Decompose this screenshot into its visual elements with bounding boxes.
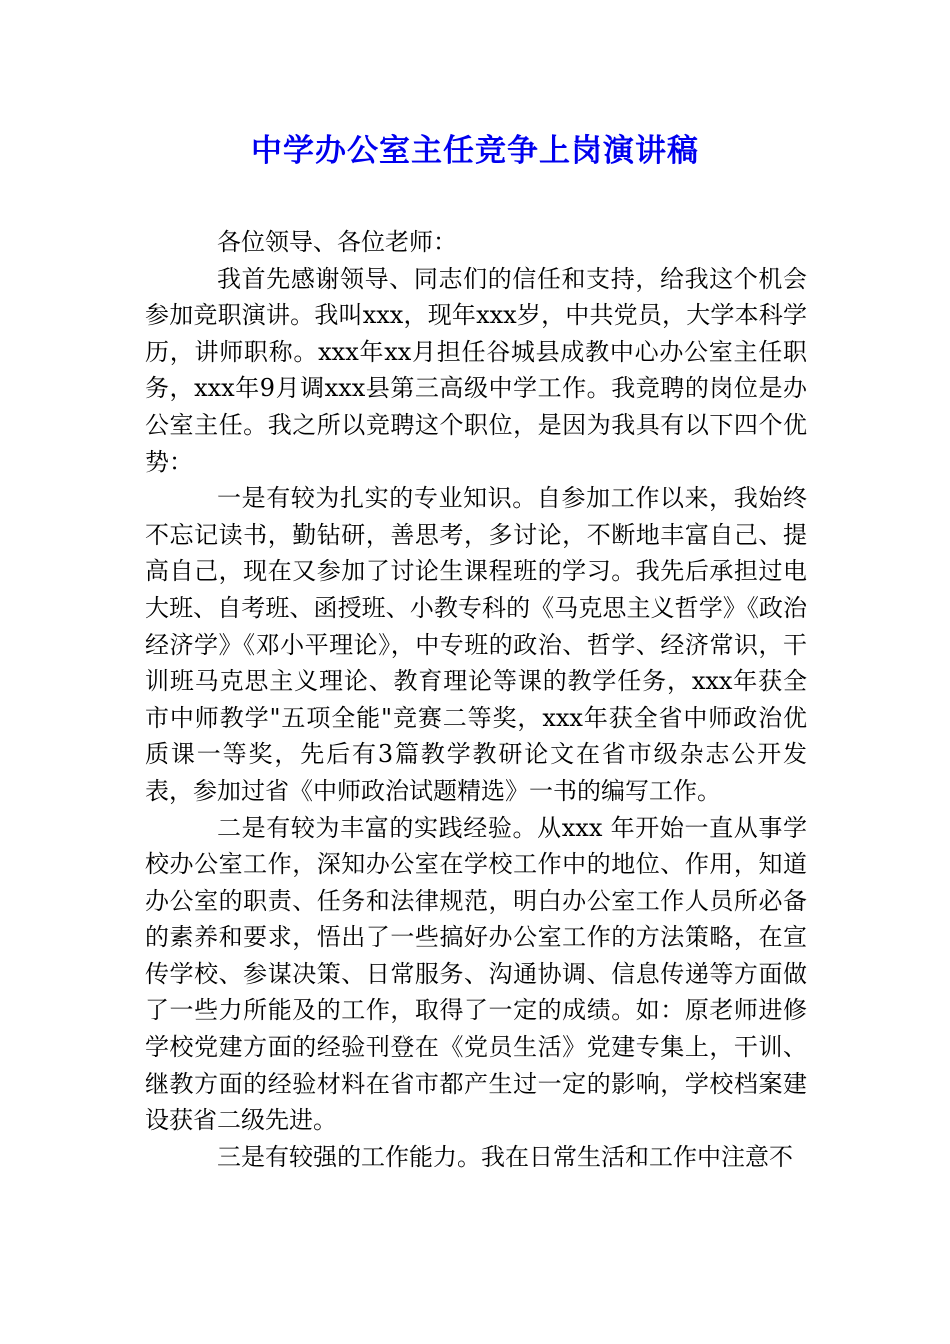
advantage-two-paragraph: 二是有较为丰富的实践经验。从xxx 年开始一直从事学校办公室工作，深知办公室在学校工作中的地位、作用，知道办公室的职责、任务和法律规范，明白办公室工作人员所必备的素养和要求，悟出了一些搞好办公室工作的方法策略，在宣传学校、参谋决策、日常服务、沟通协调、信息传递等方面做了一些力所能及的工作，取得了一定的成绩。如：原老师进修学校党建方面的经验刊登在《党员生活》党建专集上，干训、继教方面的经验材料在省市都产生过一定的影响，学校档案建设获省二级先进。 bbox=[145, 813, 807, 1135]
document-title: 中学办公室主任竞争上岗演讲稿 bbox=[251, 133, 699, 169]
advantage-one-paragraph: 一是有较为扎实的专业知识。自参加工作以来，我始终不忘记读书，勤钻研，善思考，多讨论，不断地丰富自己、提高自己，现在又参加了讨论生课程班的学习。我先后承担过电大班、自考班、函授班、小教专科的《马克思主义哲学》《政治经济学》《邓小平理论》，中专班的政治、哲学、经济常识，干训班马克思主义理论、教育理论等课的教学任务，xxx年获全市中师教学"五项全能"竞赛二等奖，xxx年获全省中师政治优质课一等奖，先后有3篇教学教研论文在省市级杂志公开发表，参加过省《中师政治试题精选》一书的编写工作。 bbox=[145, 484, 807, 805]
advantage-three-paragraph: 三是有较强的工作能力。我在日常生活和工作中注意不 bbox=[217, 1142, 793, 1171]
salutation-paragraph: 各位领导、各位老师： bbox=[217, 228, 457, 256]
document-body bbox=[145, 224, 807, 1175]
intro-paragraph: 我首先感谢领导、同志们的信任和支持，给我这个机会参加竞职演讲。我叫xxx，现年xxx岁，中共党员，大学本科学历，讲师职称。xxx年xx月担任谷城县成教中心办公室主任职务，xxx年9月调xxx县第三高级中学工作。我竞聘的岗位是办公室主任。我之所以竞聘这个职位，是因为我具有以下四个优势： bbox=[145, 264, 807, 476]
